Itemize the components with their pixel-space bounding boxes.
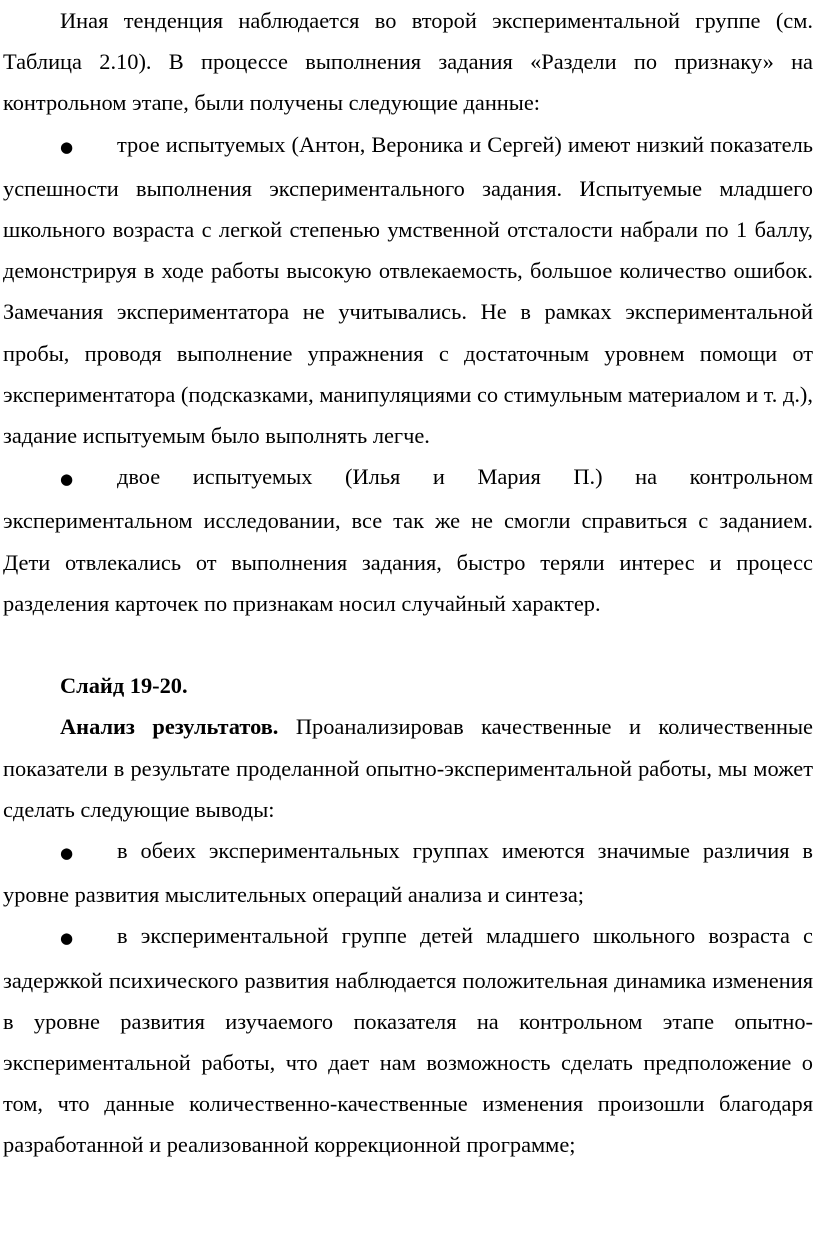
paragraph-intro: Иная тенденция наблюдается во второй экспериментальной группе (см. Таблица 2.10). В процессе выполнения задания «Раздели по признаку» на контрольном этапе, были получены следующие данные:	[3, 8, 813, 116]
blank-line	[3, 624, 813, 665]
list-item-1-text: трое испытуемых (Антон, Вероника и Сергей) имеют низкий показатель успешности выполнения экспериментального задания. Испытуемые младшего школьного возраста с легкой степенью умственной отсталости набрали по 1 баллу, демонстрируя в ходе работы высокую отвлекаемость, большое количество ошибок. Замечания экспериментатора не учитывались. Не в рамках экспериментальной пробы, проводя выполнение упражнения с достаточным уровнем помощи от экспериментатора (подсказками, манипуляциями со стимульным материалом и т. д.), задание испытуемым было выполнять легче.	[3, 131, 813, 449]
document-page	[3, 0, 813, 1166]
list-item-4-text: в экспериментальной группе детей младшего школьного возраста с задержкой психического развития наблюдается положительная динамика изменения в уровне развития изучаемого показателя на контрольном этапе опытно-экспериментальной работы, что дает нам возможность сделать предположение о том, что данные количественно-качественные изменения произошли благодаря разработанной и реализованной коррекционной программе;	[3, 923, 813, 1158]
list-item-3	[3, 830, 813, 915]
list-item-4	[3, 915, 813, 1165]
bullet-icon: ●	[60, 844, 74, 863]
bullet-icon: ●	[60, 470, 74, 489]
list-item-2-text: двое испытуемых (Илья и Мария П.) на контрольном экспериментальном исследовании, все так же не смогли справиться с заданием. Дети отвлекались от выполнения задания, быстро теряли интерес и процесс разделения карточек по признакам носил случайный характер.	[3, 464, 813, 616]
list-item-3-text: в обеих экспериментальных группах имеются значимые различия в уровне развития мыслительных операций анализа и синтеза;	[3, 838, 813, 908]
slide-heading: Слайд 19-20.	[60, 673, 188, 699]
bullet-icon: ●	[60, 137, 74, 156]
analysis-text: Проанализировав качественные и количественные показатели в результате проделанной опытно-экспериментальной работы, мы может сделать следующие выводы:	[3, 714, 813, 822]
list-item-2	[3, 456, 813, 624]
paragraph-analysis	[3, 706, 813, 830]
list-item-1	[3, 124, 813, 457]
bullet-icon: ●	[60, 929, 74, 948]
analysis-label: Анализ результатов.	[60, 714, 279, 740]
